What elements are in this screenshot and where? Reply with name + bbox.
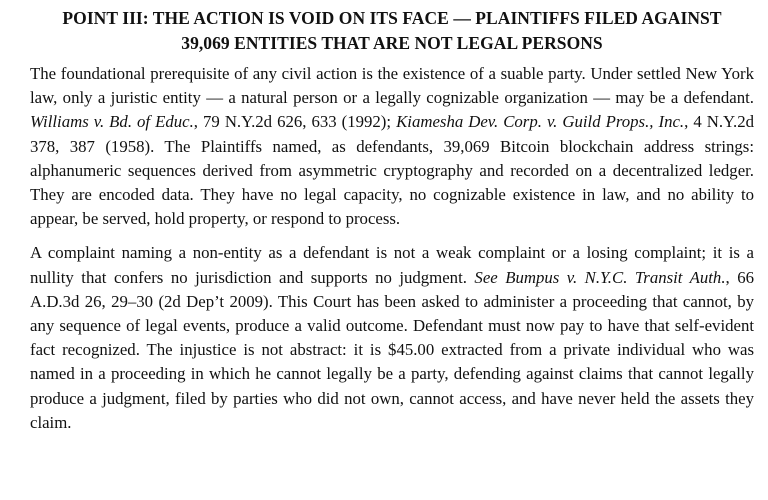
- paragraph-2: [30, 241, 754, 435]
- heading-line-2: 39,069 ENTITIES THAT ARE NOT LEGAL PERSONS: [181, 33, 603, 53]
- paragraph-1-text-c: , 4 N.Y.2d 378, 387 (1958). The Plaintiffs named, as defendants, 39,069 Bitcoin blockchain address strings: alphanumeric sequences derived from asymmetric cryptography and recorded on a decentralized ledger. They are encoded data. They have no legal capacity, no cognizable existence in law, and no ability to appear, be served, hold property, or respond to process.: [30, 112, 754, 229]
- paragraph-1-text-b: , 79 N.Y.2d 626, 633 (1992);: [193, 112, 397, 132]
- paragraph-1: [30, 62, 754, 231]
- point-heading: [30, 6, 754, 56]
- paragraph-2-text-b: , 66 A.D.3d 26, 29–30 (2d Dep’t 2009). This Court has been asked to administer a proceeding that cannot, by any sequence of legal events, produce a valid outcome. Defendant must now pay to have that self-evident fact recognized. The injustice is not abstract: it is $45.00 extracted from a private individual who was named in a proceeding in which he cannot legally be a party, defending against claims that cannot legally produce a judgment, filed by parties who did not own, cannot access, and have never held the assets they claim.: [30, 267, 754, 432]
- paragraph-1-text-a: The foundational prerequisite of any civil action is the existence of a suable party. Under settled New York law, only a juristic entity — a natural person or a legally cognizable organization — may be a defendant.: [30, 64, 754, 108]
- citation-williams: Williams v. Bd. of Educ.: [30, 112, 194, 132]
- citation-bumpus: See Bumpus v. N.Y.C. Transit Auth.: [474, 267, 726, 287]
- citation-kiamesha: Kiamesha Dev. Corp. v. Guild Props., Inc.: [396, 112, 685, 132]
- paragraph-2-text-a: A complaint naming a non-entity as a defendant is not a weak complaint or a losing complaint; it is a nullity that confers no jurisdiction and supports no judgment.: [30, 243, 754, 287]
- heading-line-1: POINT III: THE ACTION IS VOID ON ITS FACE — PLAINTIFFS FILED AGAINST: [62, 8, 722, 28]
